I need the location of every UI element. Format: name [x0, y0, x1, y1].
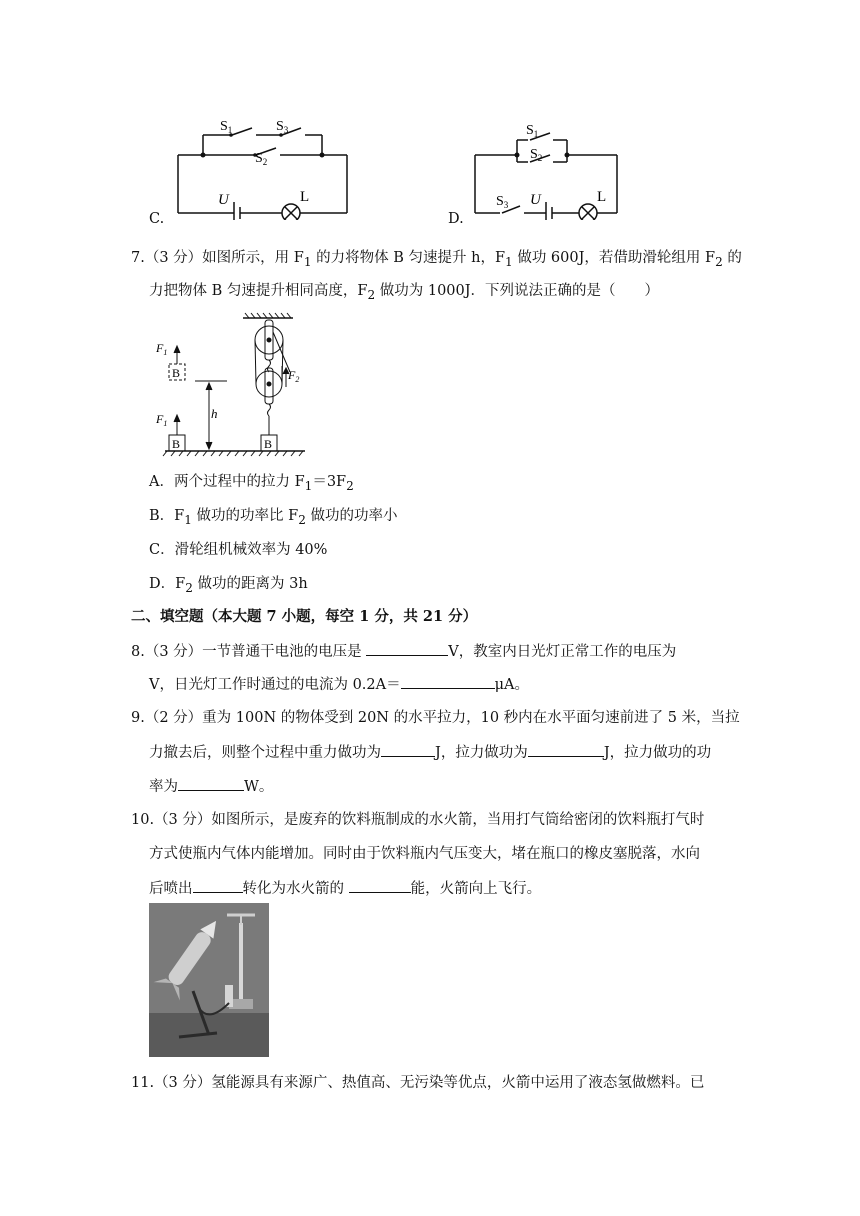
height-label: h [211, 406, 218, 421]
q7-line-2: 力把物体 B 匀速提升相同高度，$F_2$ 做功为 1000J．下列说法正确的是（ ） [149, 283, 660, 302]
f1-top-label: $F_1$ [156, 341, 168, 357]
q8-blank-1[interactable] [366, 641, 448, 656]
switch-s3-label: $S_3$ [276, 119, 289, 135]
f1-bottom-label: $F_1$ [156, 412, 168, 428]
q7-option-c[interactable]: C．滑轮组机械效率为 40% [149, 542, 328, 558]
option-d-label: D. [448, 211, 464, 227]
box-b-pulley-label: B [264, 437, 273, 451]
q8-line-2: V，日光灯工作时通过的电流为 0.2A＝ μA。 [149, 674, 529, 695]
q10-line-2: 方式使瓶内气体内能增加。同时由于饮料瓶内气压变大，堵在瓶口的橡皮塞脱落，水向 [149, 846, 700, 862]
q9-blank-3[interactable] [178, 776, 244, 791]
q9-line-1: 9.（2 分）重为 100N 的物体受到 20N 的水平拉力，10 秒内在水平面匀速前进了 5 米，当拉 [131, 710, 740, 726]
box-b-label: B [172, 437, 181, 451]
switch-s3-label: $S_3$ [496, 194, 509, 210]
section-2-heading: 二、填空题（本大题 7 小题，每空 1 分，共 21 分） [131, 608, 478, 625]
lamp-label: L [597, 189, 607, 205]
switch-s1-label: $S_1$ [526, 123, 539, 139]
q8-blank-2[interactable] [401, 674, 495, 689]
switch-s1-label: $S_1$ [220, 119, 233, 135]
q7-line-1: 7.（3 分）如图所示，用 $F_1$ 的力将物体 B 匀速提升 h，$F_1$ 做功 600J，若借助滑轮组用 $F_2$ 的 [131, 250, 742, 269]
q8-line-1: 8.（3 分）一节普通干电池的电压是 V，教室内日光灯正常工作的电压为 [131, 641, 676, 662]
q7-option-d[interactable]: D．$F_2$ 做功的距离为 3h [149, 576, 308, 595]
q10-line-3: 后喷出 转化为水火箭的 能，火箭向上飞行。 [149, 878, 541, 899]
voltage-label: U [530, 192, 541, 208]
box-b-raised-label: B [172, 366, 181, 380]
option-c-label: C. [149, 211, 165, 227]
q7-option-a[interactable]: A．两个过程中的拉力 $F_1=3F_2$ [149, 474, 354, 493]
q9-blank-1[interactable] [381, 742, 435, 757]
q7-option-b[interactable]: B．$F_1$ 做功的功率比 $F_2$ 做功的功率小 [149, 508, 398, 527]
pulley-figure [145, 312, 310, 460]
q9-line-3: 率为 W。 [149, 776, 273, 797]
lamp-label: L [300, 189, 310, 205]
water-rocket-photo [149, 903, 269, 1057]
f2-label: $F_2$ [288, 368, 300, 384]
switch-s2-label: $S_2$ [255, 151, 268, 167]
q10-blank-2[interactable] [349, 878, 411, 893]
circuit-diagram-c [170, 110, 355, 220]
q10-line-1: 10.（3 分）如图所示，是废弃的饮料瓶制成的水火箭，当用打气筒给密闭的饮料瓶打气时 [131, 812, 705, 828]
q9-line-2: 力撤去后，则整个过程中重力做功为 J，拉力做功为 J，拉力做功的功 [149, 742, 711, 763]
switch-s2-label: $S_2$ [530, 147, 543, 163]
voltage-label: U [218, 192, 229, 208]
q9-blank-2[interactable] [528, 742, 604, 757]
q11-line-1: 11.（3 分）氢能源具有来源广、热值高、无污染等优点，火箭中运用了液态氢做燃料。已 [131, 1075, 705, 1091]
q10-blank-1[interactable] [193, 878, 243, 893]
circuit-diagram-d [470, 110, 655, 220]
